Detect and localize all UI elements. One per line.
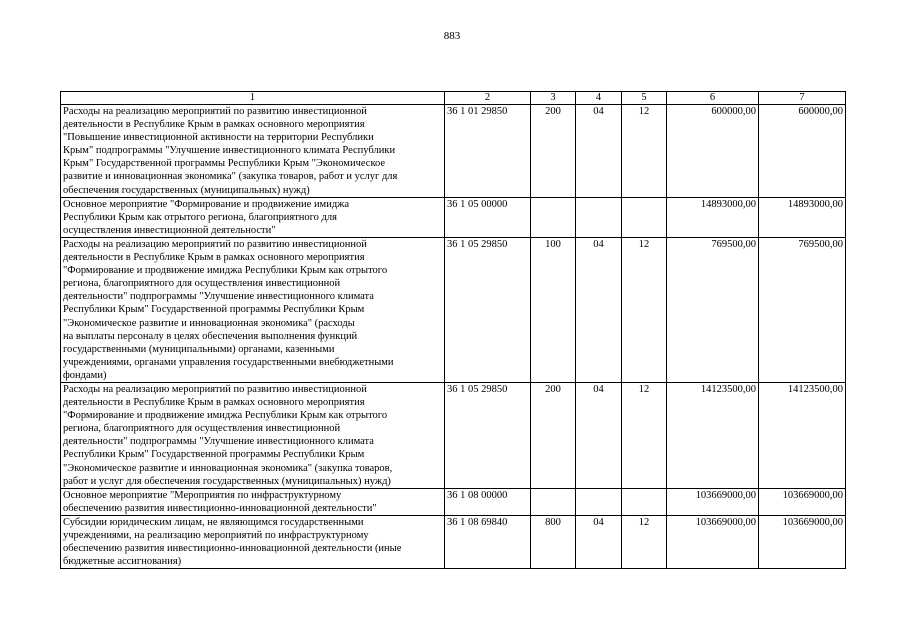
amount-cell-6: 14893000,00 — [667, 197, 759, 237]
column-header-5: 5 — [622, 92, 667, 105]
budget-code-cell: 36 1 01 29850 — [445, 105, 531, 198]
description-line: развитие и инновационная экономика" (закупка товаров, работ и услуг для — [63, 171, 398, 183]
subsection-cell — [622, 197, 667, 237]
description-line: учреждениями, на реализацию мероприятий по инфраструктурному — [63, 530, 369, 541]
column-header-3: 3 — [531, 92, 576, 105]
description-line: "Экономическое развитие и инновационная экономика" (закупка товаров, — [63, 462, 393, 474]
description-line: Республики Крым" Государственной программы Республики Крым — [63, 304, 365, 316]
budget-table — [60, 91, 846, 569]
description-line: Республики Крым" Государственной программы Республики Крым — [63, 449, 365, 461]
amount-cell-7: 14893000,00 — [759, 197, 846, 237]
amount-cell-6: 769500,00 — [667, 237, 759, 382]
table-row — [61, 105, 846, 198]
description-line: обеспечения государственных (муниципальных) нужд) — [63, 184, 310, 196]
subsection-cell: 12 — [622, 237, 667, 382]
description-line: деятельности в Республике Крым в рамках основного мероприятия — [63, 252, 365, 264]
description-line: Расходы на реализацию мероприятий по развитию инвестиционной — [63, 383, 367, 395]
expense-type-cell — [531, 197, 576, 237]
budget-code-cell: 36 1 08 00000 — [445, 488, 531, 515]
table-row — [61, 197, 846, 237]
column-header-1: 1 — [61, 92, 445, 105]
row-description — [61, 105, 445, 198]
description-line: деятельности в Республике Крым в рамках основного мероприятия — [63, 119, 365, 131]
description-line: бюджетные ассигнования) — [63, 556, 182, 568]
section-cell — [576, 197, 622, 237]
amount-cell-7: 103669000,00 — [759, 515, 846, 568]
description-line: Основное мероприятие "Мероприятия по инфраструктурному — [63, 489, 342, 501]
description-line: на выплаты персоналу в целях обеспечения выполнения функций — [63, 330, 358, 342]
description-line: Республики Крым как отрытого региона, благоприятного для — [63, 211, 337, 223]
subsection-cell: 12 — [622, 105, 667, 198]
description-line: обеспечению развития инвестиционно-инновационной деятельности" — [63, 502, 377, 514]
description-line: "Формирование и продвижение имиджа Республики Крым как отрытого — [63, 265, 388, 277]
table-header-row — [61, 92, 846, 105]
description-line: Крым" подпрограммы "Улучшение инвестиционного климата Республики — [63, 145, 396, 157]
row-description — [61, 197, 445, 237]
amount-cell-7: 769500,00 — [759, 237, 846, 382]
column-header-6: 6 — [667, 92, 759, 105]
row-description — [61, 515, 445, 568]
budget-code-cell: 36 1 05 29850 — [445, 237, 531, 382]
section-cell: 04 — [576, 237, 622, 382]
description-line: учреждениями, органами управления государственными внебюджетными — [63, 356, 394, 368]
table-row — [61, 382, 846, 488]
description-line: Крым" Государственной программы Республики Крым "Экономическое — [63, 158, 386, 170]
expense-type-cell: 200 — [531, 105, 576, 198]
description-line: работ и услуг для обеспечения государственных (муниципальных) нужд) — [63, 475, 391, 487]
description-line: Расходы на реализацию мероприятий по развитию инвестиционной — [63, 238, 367, 250]
description-line: "Экономическое развитие и инновационная экономика" (расходы — [63, 317, 355, 329]
budget-code-cell: 36 1 05 00000 — [445, 197, 531, 237]
description-line: деятельности" подпрограммы "Улучшение инвестиционного климата — [63, 436, 374, 448]
budget-code-cell: 36 1 05 29850 — [445, 382, 531, 488]
amount-cell-7: 14123500,00 — [759, 382, 846, 488]
section-cell: 04 — [576, 105, 622, 198]
description-line: обеспечению развития инвестиционно-инновационной деятельности (иные — [63, 543, 402, 555]
amount-cell-6: 14123500,00 — [667, 382, 759, 488]
description-line: деятельности в Республике Крым в рамках основного мероприятия — [63, 397, 365, 409]
subsection-cell: 12 — [622, 515, 667, 568]
subsection-cell — [622, 488, 667, 515]
description-line: региона, благоприятного для осуществления инвестиционной — [63, 423, 341, 435]
page-number: 883 — [443, 30, 461, 42]
amount-cell-6: 600000,00 — [667, 105, 759, 198]
table-row — [61, 488, 846, 515]
amount-cell-7: 600000,00 — [759, 105, 846, 198]
description-line: фондами) — [63, 369, 107, 381]
description-line: "Повышение инвестиционной активности на территории Республики — [63, 132, 374, 144]
column-header-4: 4 — [576, 92, 622, 105]
section-cell: 04 — [576, 515, 622, 568]
description-line: осуществления инвестиционной деятельности" — [63, 224, 276, 236]
description-line: Основное мероприятие "Формирование и продвижение имиджа — [63, 198, 350, 210]
section-cell: 04 — [576, 382, 622, 488]
row-description — [61, 488, 445, 515]
description-line: деятельности" подпрограммы "Улучшение инвестиционного климата — [63, 291, 374, 303]
description-line: Расходы на реализацию мероприятий по развитию инвестиционной — [63, 106, 367, 117]
description-line: региона, благоприятного для осуществления инвестиционной — [63, 278, 341, 290]
description-line: государственными (муниципальными) органами, казенными — [63, 343, 335, 355]
table-row — [61, 237, 846, 382]
subsection-cell: 12 — [622, 382, 667, 488]
amount-cell-6: 103669000,00 — [667, 515, 759, 568]
row-description — [61, 382, 445, 488]
amount-cell-6: 103669000,00 — [667, 488, 759, 515]
expense-type-cell — [531, 488, 576, 515]
description-line: Субсидии юридическим лицам, не являющимся государственными — [63, 516, 364, 528]
amount-cell-7: 103669000,00 — [759, 488, 846, 515]
description-line: "Формирование и продвижение имиджа Республики Крым как отрытого — [63, 410, 388, 422]
table-row — [61, 515, 846, 568]
expense-type-cell: 200 — [531, 382, 576, 488]
section-cell — [576, 488, 622, 515]
budget-code-cell: 36 1 08 69840 — [445, 515, 531, 568]
row-description — [61, 237, 445, 382]
column-header-7: 7 — [759, 92, 846, 105]
expense-type-cell: 800 — [531, 515, 576, 568]
expense-type-cell: 100 — [531, 237, 576, 382]
column-header-2: 2 — [445, 92, 531, 105]
